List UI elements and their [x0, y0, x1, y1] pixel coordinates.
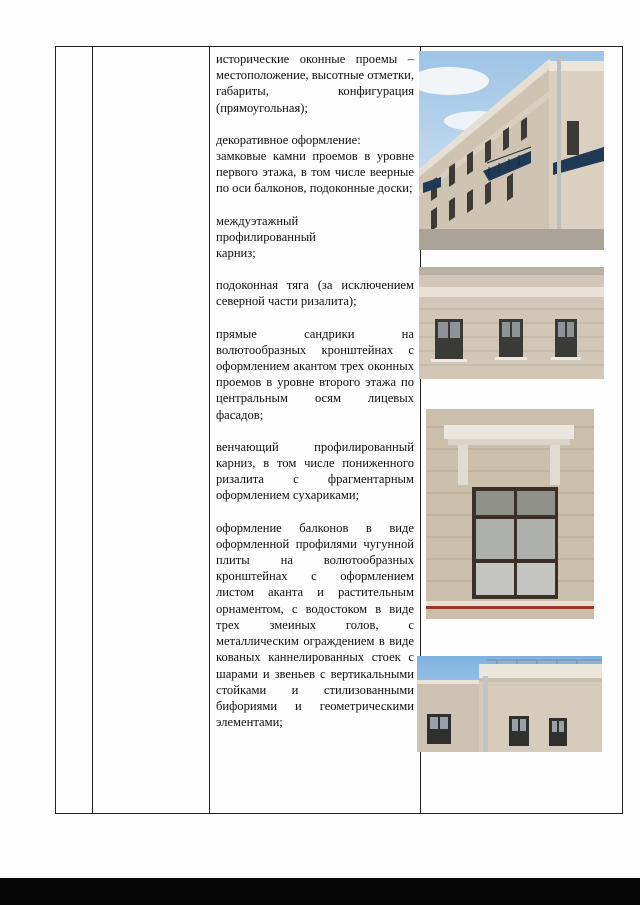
window-row-photo: [419, 267, 604, 379]
paragraph-decor-heading: декоративное оформление:: [216, 132, 361, 147]
paragraph-sandriks: прямые сандрики на волютообразных кронштейнах с оформлением акантом трех оконных проемов в уровне второго этажа по центральным осям лицевых фасадов;: [216, 326, 414, 422]
description-column-cell: [210, 47, 421, 814]
cornice-photo: [417, 656, 602, 752]
paragraph-balconies: оформление балконов в виде оформленной профилями чугунной плиты на волютообразных кронштейнах с оформлением листом аканта и растительным орнаментом, с водостоком в виде трех змеиных голов, с металлическим ограждением в виде кованых каннелированных стоек с шарами и звеньев с вертикальными стойками и стилизованными бифориями и геометрическими элементами;: [216, 520, 414, 730]
paragraph-keystones: замковые камни проемов в уровне первого этажа, в том числе веерные по оси балконов, подоконные доски;: [216, 149, 414, 196]
facade-corner-photo: [419, 51, 604, 250]
category-column-cell: [93, 47, 210, 814]
scan-border-bar: [0, 878, 640, 905]
paragraph-window-openings: исторические оконные проемы – местоположение, высотные отметки, габариты, конфигурация (прямоугольная);: [216, 52, 415, 115]
number-column-cell: [56, 47, 93, 814]
paragraph-crowning-cornice: венчающий профилированный карниз, в том числе пониженного ризалита с фрагментарным оформлением сухариками;: [216, 439, 414, 503]
window-sandrik-photo: [426, 409, 594, 619]
paragraph-sill-band: подоконная тяга (за исключением северной части ризалита);: [216, 278, 414, 309]
paragraph-interfloor-cornice: междуэтажный профилированный карниз;: [216, 213, 316, 261]
